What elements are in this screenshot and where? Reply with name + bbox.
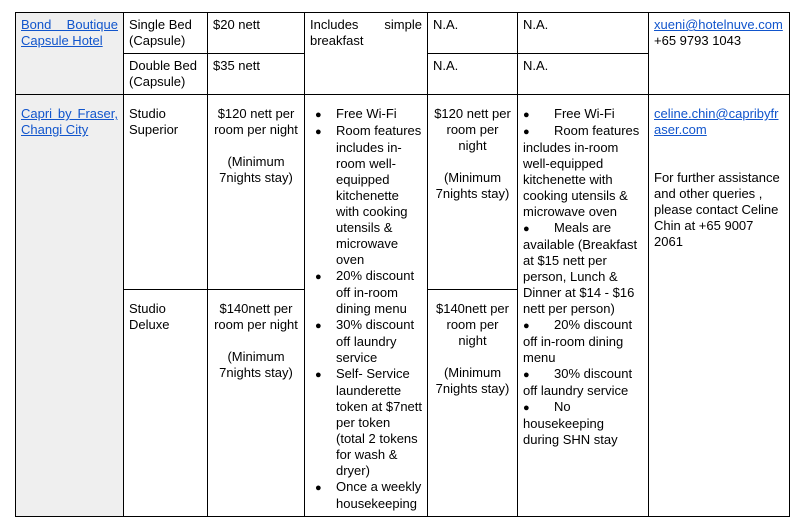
- bullet-item: ● Once a weekly housekeeping: [336, 479, 422, 512]
- hotel-comparison-table: [15, 12, 790, 517]
- bullet-item: ● 30% discount off laundry service: [336, 317, 422, 366]
- contact-cell: [649, 95, 790, 517]
- room-type-cell: Studio Deluxe: [124, 289, 208, 516]
- shn-price-cell: [428, 289, 518, 516]
- bullet-item: ● Free Wi-Fi: [523, 106, 643, 123]
- hotel-name-cell: [16, 95, 124, 517]
- contact-note: For further assistance and other queries , please contact Celine Chin at +65 9007 2061: [654, 170, 780, 249]
- bullet-item: ● Free Wi-Fi: [336, 106, 422, 123]
- table-row: [16, 95, 790, 290]
- bullet-item: ● No housekeeping during SHN stay: [523, 399, 643, 448]
- bullet-item: ● Meals are available (Breakfast at $15 nett per person, Lunch & Dinner at $14 - $16 nett per person): [523, 220, 643, 317]
- room-type-cell: Double Bed (Capsule): [124, 54, 208, 95]
- email-link-capri[interactable]: celine.chin@capribyfraser.com: [654, 106, 779, 137]
- perks-cell: [305, 95, 428, 517]
- hotel-name-cell: [16, 13, 124, 95]
- hotel-link-capri[interactable]: Capri by Fraser, Changi City: [21, 106, 118, 137]
- price-cell: $35 nett: [208, 54, 305, 95]
- shn-perks-list: [523, 106, 643, 448]
- hotel-link-bond[interactable]: Bond Boutique Capsule Hotel: [21, 17, 118, 48]
- phone-number: +65 9793 1043: [654, 33, 742, 48]
- bullet-item: ● Self- Service launderette token at $7nett per token (total 2 tokens for wash & dryer): [336, 366, 422, 479]
- shn-price-cell: N.A.: [428, 13, 518, 54]
- bullet-item: ● 20% discount off in-room dining menu: [336, 268, 422, 317]
- bullet-item: ● Room features includes in-room well-equipped kitchenette with cooking utensils & microwave oven: [336, 123, 422, 268]
- shn-price-cell: N.A.: [428, 54, 518, 95]
- minimum-stay-text: (Minimum 7nights stay): [435, 170, 510, 201]
- price-text: $120 nett per room per night: [214, 106, 298, 137]
- minimum-stay-text: (Minimum 7nights stay): [219, 154, 293, 185]
- bullet-item: ● 30% discount off laundry service: [523, 366, 643, 399]
- includes-cell: Includes simple breakfast: [305, 13, 428, 95]
- room-type-cell: Studio Superior: [124, 95, 208, 290]
- price-cell: [208, 289, 305, 516]
- shn-price-cell: [428, 95, 518, 290]
- perks-list: [310, 106, 422, 512]
- shn-perks-cell: N.A.: [518, 54, 649, 95]
- shn-perks-cell: [518, 95, 649, 517]
- shn-perks-cell: N.A.: [518, 13, 649, 54]
- price-text: $140nett per room per night: [435, 300, 509, 348]
- bullet-item: ● Room features includes in-room well-equipped kitchenette with cooking utensils & microwave oven: [523, 123, 643, 220]
- price-text: $120 nett per room per night: [434, 106, 511, 153]
- bullet-item: ● 20% discount off in-room dining menu: [523, 317, 643, 366]
- room-type-cell: Single Bed (Capsule): [124, 13, 208, 54]
- contact-cell: [649, 13, 790, 95]
- price-text: $140nett per room per night: [214, 300, 298, 332]
- minimum-stay-text: (Minimum 7nights stay): [435, 364, 510, 396]
- table-row: [16, 13, 790, 54]
- minimum-stay-text: (Minimum 7nights stay): [219, 348, 293, 380]
- price-cell: $20 nett: [208, 13, 305, 54]
- price-cell: [208, 95, 305, 290]
- email-link-bond[interactable]: xueni@hotelnuve.com: [654, 17, 783, 32]
